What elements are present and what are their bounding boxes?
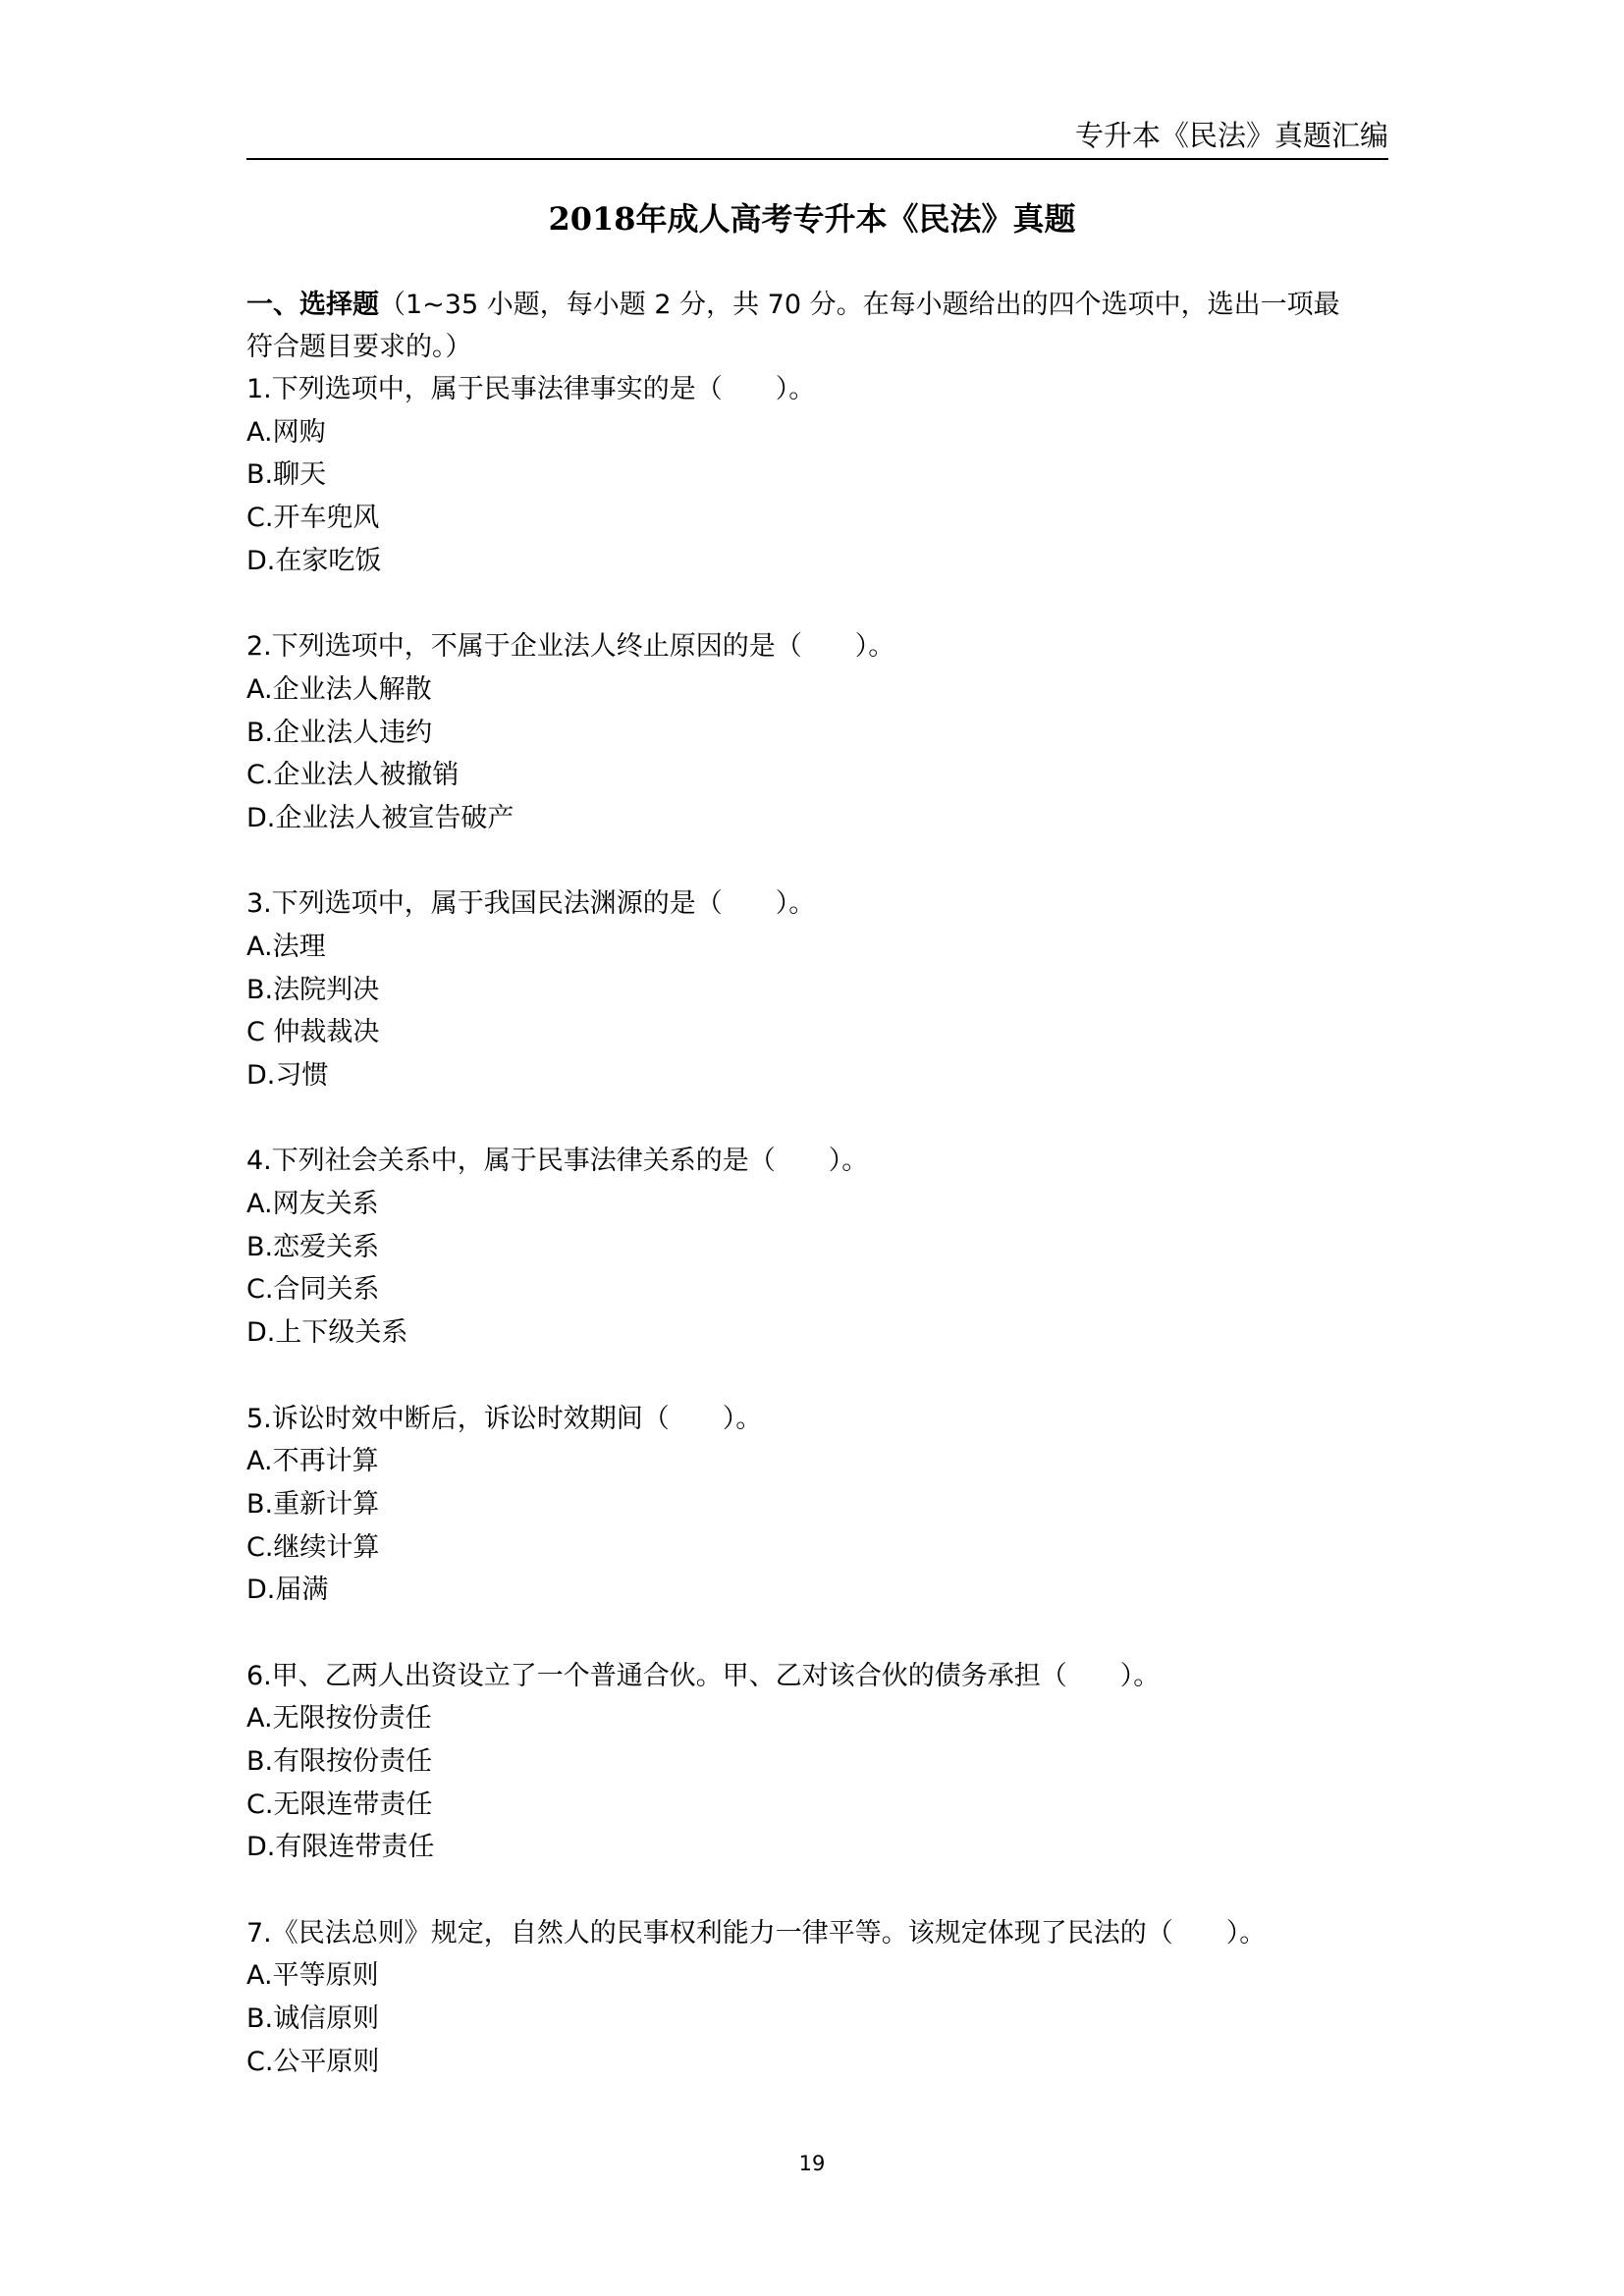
option-a: A.网购	[246, 416, 326, 448]
option-c: C.继续计算	[246, 1531, 380, 1563]
question-stem: 7.《民法总则》规定，自然人的民事权利能力一律平等。该规定体现了民法的（ ）。	[246, 1917, 1267, 1949]
option-d: D.企业法人被宣告破产	[246, 802, 514, 833]
option-b: B.企业法人违约	[246, 717, 433, 748]
question-stem: 1.下列选项中，属于民事法律事实的是（ ）。	[246, 374, 816, 404]
option-c: C.无限连带责任	[246, 1789, 433, 1820]
question-1	[246, 368, 1388, 582]
option-a: A.平等原则	[246, 1960, 379, 1992]
section-instructions-1: （1~35 小题，每小题 2 分，共 70 分。在每小题给出的四个选项中，选出一项最	[379, 290, 1340, 320]
page-title: 2018年成人高考专升本《民法》真题	[548, 200, 1076, 238]
question-4	[246, 1140, 1388, 1354]
question-stem: 5.诉讼时效中断后，诉讼时效期间（ ）。	[246, 1403, 763, 1434]
option-a: A.网友关系	[246, 1189, 379, 1220]
option-d: D.习惯	[246, 1060, 329, 1091]
option-a: A.无限按份责任	[246, 1703, 432, 1735]
section-intro	[246, 284, 1388, 368]
option-d: D.届满	[246, 1575, 329, 1606]
option-b: B.有限按份责任	[246, 1746, 433, 1777]
question-stem: 4.下列社会关系中，属于民事法律关系的是（ ）。	[246, 1146, 869, 1177]
option-c: C.公平原则	[246, 2046, 380, 2077]
section-instructions-2: 符合题目要求的。）	[246, 332, 472, 362]
question-5	[246, 1398, 1388, 1612]
option-c: C 仲裁裁决	[246, 1017, 380, 1048]
option-b: B.恋爱关系	[246, 1231, 380, 1262]
question-6	[246, 1655, 1388, 1869]
running-header: 专升本《民法》真题汇编	[1074, 119, 1388, 152]
page-number: 19	[798, 2152, 826, 2175]
option-d: D.有限连带责任	[246, 1832, 435, 1863]
option-d: D.上下级关系	[246, 1317, 408, 1349]
section-heading: 一、选择题	[246, 290, 379, 320]
option-c: C.企业法人被撤销	[246, 760, 460, 791]
question-stem: 6.甲、乙两人出资设立了一个普通合伙。甲、乙对该合伙的债务承担（ ）。	[246, 1660, 1161, 1691]
option-b: B.重新计算	[246, 1488, 380, 1520]
question-3	[246, 882, 1388, 1096]
exam-content	[246, 284, 1388, 2084]
question-2	[246, 625, 1388, 839]
question-stem: 2.下列选项中，不属于企业法人终止原因的是（ ）。	[246, 631, 895, 663]
option-b: B.法院判决	[246, 974, 380, 1005]
option-d: D.在家吃饭	[246, 545, 382, 576]
header-divider	[246, 158, 1388, 160]
option-a: A.企业法人解散	[246, 673, 432, 705]
option-b: B.聊天	[246, 459, 327, 491]
option-b: B.诚信原则	[246, 2003, 380, 2035]
option-a: A.不再计算	[246, 1446, 379, 1477]
question-7	[246, 1912, 1388, 2084]
option-c: C.开车兜风	[246, 503, 380, 534]
question-stem: 3.下列选项中，属于我国民法渊源的是（ ）。	[246, 888, 816, 920]
option-a: A.法理	[246, 931, 326, 962]
option-c: C.合同关系	[246, 1274, 380, 1306]
